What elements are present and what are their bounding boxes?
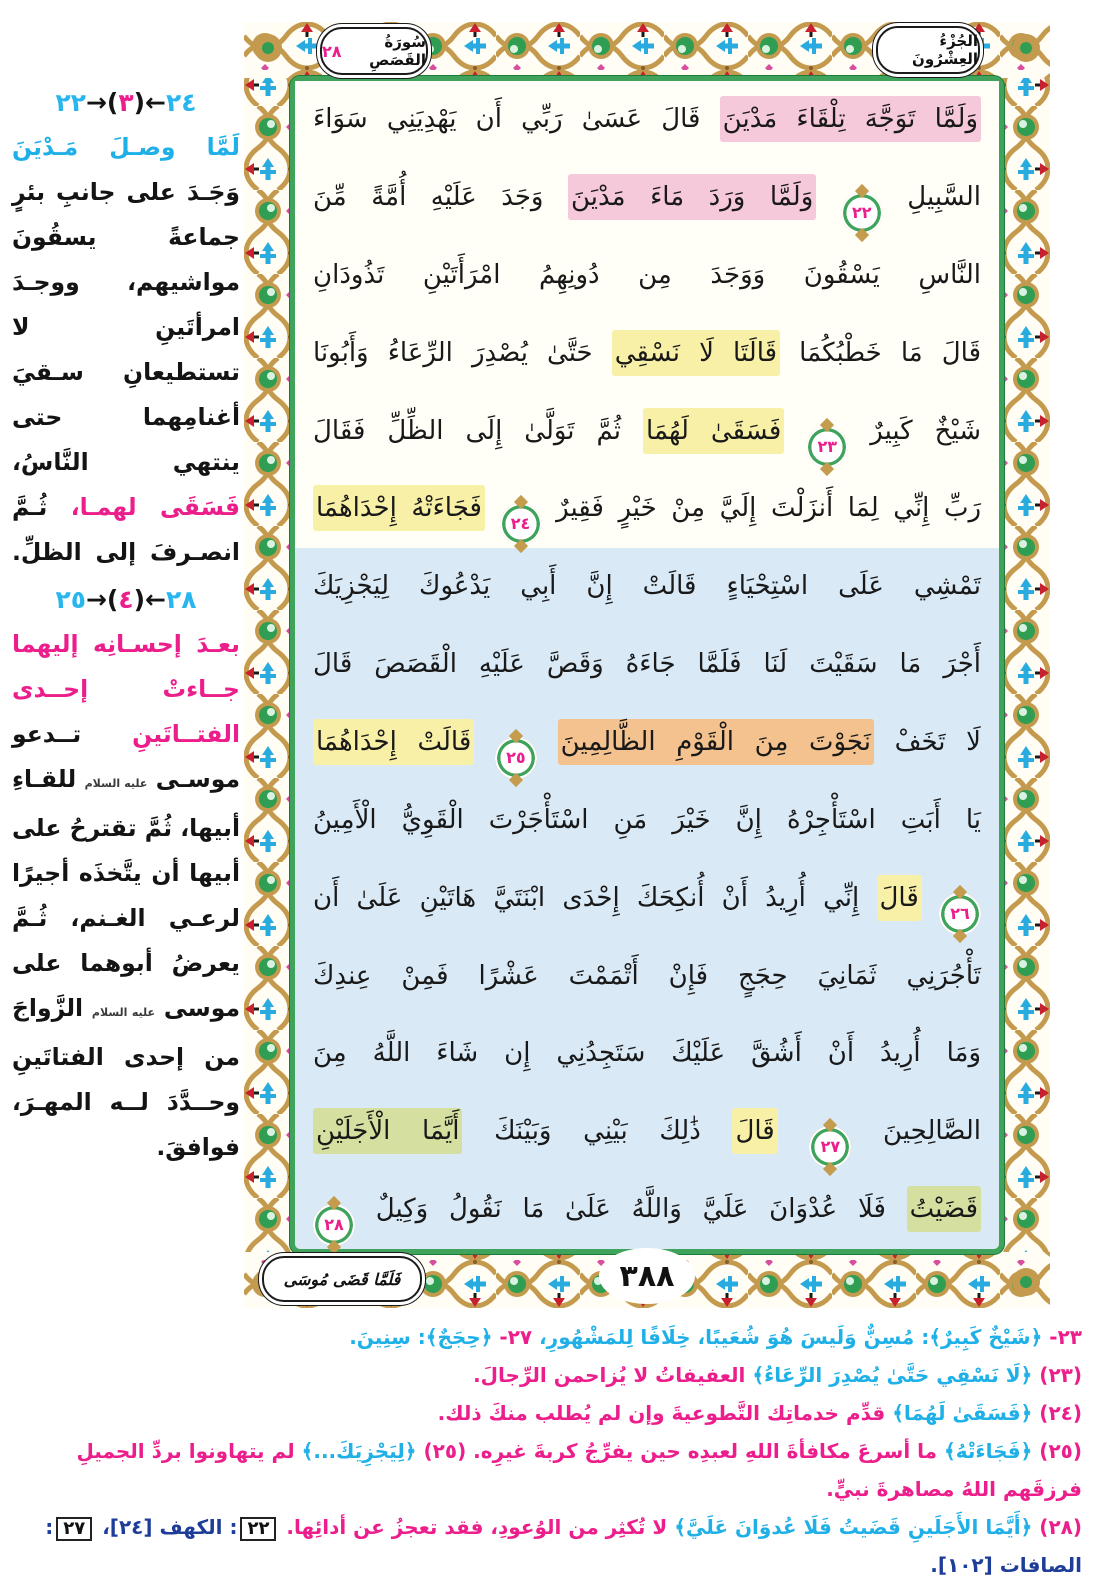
footnotes bbox=[16, 1318, 1082, 1584]
tafsir-text: ٢٤ bbox=[166, 88, 197, 117]
quran-quote: ﴿لِيَجْزِيَكَ...﴾ bbox=[294, 1439, 417, 1463]
verse-range-header bbox=[12, 585, 240, 614]
footnote-text: لم يتهاونوا بردِّ الجميلِ فرزقَهم اللهُ مصاهرةَ نبيٍّ. bbox=[76, 1439, 1082, 1501]
footnote-line-5 bbox=[16, 1508, 1082, 1584]
verse-text: شَيْخٌ كَبِيرٌ bbox=[870, 415, 982, 446]
tafsir-text: )→ bbox=[85, 88, 119, 117]
footnote-text: ٢٧- bbox=[492, 1325, 533, 1349]
verse-text: حَتَّىٰ يُصْدِرَ الرِّعَاءُ وَأَبُونَا bbox=[313, 337, 593, 368]
tafsir-text: لَمَّا وصـلَ مَـدْيَنَ bbox=[12, 133, 240, 161]
quran-quote: ﴿لَا نَسْقِي حَتَّىٰ يُصْدِرَ الرِّعَاءُ﴾ bbox=[745, 1363, 1033, 1387]
quran-quote: ﴿فَجَاءَتْهُ﴾ bbox=[937, 1439, 1033, 1463]
verse-text: وَمَا أُرِيدُ أَنْ أَشُقَّ عَلَيْكَ سَتَجِدُنِي إِن شَاءَ اللَّهُ مِنَ bbox=[313, 1038, 981, 1069]
catchword-cartouche bbox=[262, 1256, 422, 1302]
reference-box: ٢٢ bbox=[240, 1517, 276, 1541]
verses-section-white bbox=[295, 81, 999, 548]
verse-text: الصَّالِحِينَ bbox=[883, 1116, 981, 1147]
tafsir-text: الزَّواجَ من إحدى الفتاتَينِ وحــدَّدَ لــه المهـرَ، فوافقَ. bbox=[12, 994, 240, 1161]
quran-line-5 bbox=[295, 393, 999, 471]
verse-marker-٢٣: ٢٣ bbox=[806, 426, 848, 468]
highlighted-verse-text: فَسَقَىٰ لَهُمَا bbox=[643, 408, 784, 454]
tafsir-text: وَجَـدَ على جانبِ بئرٍ جماعةً يسقُونَ مواشيهم، ووجـدَ امرأتَينِ لا تستطيعانِ سـقيَ أغنامِهما حتى ينتهي النَّاسُ، bbox=[12, 178, 240, 476]
verse-text: رَبِّ إِنِّي لِمَا أَنزَلْتَ إِلَيَّ مِنْ خَيْرٍ فَقِيرٌ bbox=[556, 493, 981, 524]
quran-line-12 bbox=[295, 938, 999, 1016]
highlighted-verse-text: نَجَوْتَ مِنَ الْقَوْمِ الظَّالِمِينَ bbox=[558, 719, 874, 765]
highlighted-verse-text: قَالَ bbox=[732, 1108, 777, 1154]
footnote-text: لا تُكثِر من الوُعودِ، فقد تعجزُ عن أدائِها. bbox=[279, 1515, 668, 1539]
quran-line-15 bbox=[295, 1171, 999, 1249]
verse-text: تَمْشِي عَلَى اسْتِحْيَاءٍ قَالَتْ إِنَّ أَبِي يَدْعُوكَ لِيَجْزِيَكَ bbox=[313, 571, 981, 602]
verse-marker-٢٦: ٢٦ bbox=[939, 893, 981, 935]
tafsir-text: ←( bbox=[133, 88, 166, 117]
verse-marker-٢٤: ٢٤ bbox=[500, 503, 542, 545]
footnote-text: قدِّم خدماتِك التَّطوعيةَ وإن لم يُطلب منكَ ذلك. bbox=[437, 1401, 886, 1425]
highlighted-verse-text: وَلَمَّا تَوَجَّهَ تِلْقَاءَ مَدْيَنَ bbox=[720, 96, 981, 142]
verse-text: ذَٰلِكَ بَيْنِي وَبَيْنَكَ bbox=[494, 1116, 701, 1147]
tafsir-text: تــدعو موسـى bbox=[12, 720, 240, 793]
verse-marker-٢٧: ٢٧ bbox=[809, 1126, 851, 1168]
footnote-text: العفيفاتُ لا يُزاحمن الرِّجالَ. bbox=[473, 1363, 746, 1387]
footnote-text: (٢٣) bbox=[1032, 1363, 1082, 1387]
tafsir-text: بعـدَ إحسـانِه إليهما جــاءتْ إحــدى الفتــاتَينِ bbox=[12, 630, 240, 748]
quran-line-8 bbox=[295, 626, 999, 704]
verses-section-blue bbox=[295, 548, 999, 1249]
quran-frame bbox=[244, 22, 1050, 1308]
tafsir-text: )→ bbox=[85, 585, 119, 614]
quran-line-10 bbox=[295, 782, 999, 860]
verse-text: وَجَدَ عَلَيْهِ أُمَّةً مِّنَ bbox=[313, 181, 544, 212]
quran-line-9 bbox=[295, 704, 999, 782]
verse-text: لَا تَخَفْ bbox=[894, 726, 981, 757]
quran-quote: ﴿حِجَجٌ﴾: سِنِينَ. bbox=[349, 1325, 493, 1349]
quran-line-11 bbox=[295, 860, 999, 938]
footnote-text: : الكهف [٢٤]، bbox=[95, 1515, 238, 1539]
tafsir-text: للقـاءِ أبيها، ثُمَّ تقترحُ على أبيها أن يتَّخذَه أجيرًا لرعـي الغـنم، ثُـمَّ يعرضُ أبوهما على موسى bbox=[12, 765, 240, 1022]
quran-text-panel bbox=[290, 76, 1004, 1254]
surah-title-cartouche bbox=[320, 27, 428, 75]
tafsir-text: فَسَقَى لهمـا، bbox=[70, 493, 241, 521]
highlighted-verse-text: قَالَتْ إِحْدَاهُمَا bbox=[313, 719, 474, 765]
tafsir-text: ٢٢ bbox=[55, 88, 86, 117]
tafsir-text: ثُـمَّ انصـرفَ إلى الظلِّ. bbox=[12, 493, 240, 566]
footnote-text: ما أسرعَ مكافأةَ اللهِ لعبدِه حين يفرِّجُ كربةَ غيرِه. bbox=[466, 1439, 938, 1463]
tafsir-text: ٤ bbox=[118, 585, 134, 614]
footnote-text: ٢٣- bbox=[1042, 1325, 1082, 1349]
surah-number: ٢٨ bbox=[322, 41, 342, 61]
tafsir-paragraph bbox=[12, 622, 240, 1170]
surah-title: سُورَةُ القَصَصِ bbox=[369, 33, 426, 69]
quran-line-3 bbox=[295, 237, 999, 315]
tafsir-text: ٣ bbox=[118, 88, 134, 117]
verse-text: تَأْجُرَنِي ثَمَانِيَ حِجَجٍ فَإِنْ أَتْمَمْتَ عَشْرًا فَمِنْ عِندِكَ bbox=[313, 960, 981, 991]
verse-text: ثُمَّ تَوَلَّىٰ إِلَى الظِّلِّ فَقَالَ bbox=[313, 415, 622, 446]
quran-quote: ﴿شَيْخٌ كَبِيرٌ﴾: مُسِنٌّ وَلَيسَ هُوَ شُعَيبًا، خِلَافًا لِلمَشْهُورِ، bbox=[532, 1325, 1043, 1349]
juz-title: الجُزْءُ العِشْرُونَ bbox=[912, 32, 978, 68]
verse-text: يَا أَبَتِ اسْتَأْجِرْهُ إِنَّ خَيْرَ مَنِ اسْتَأْجَرْتَ الْقَوِيُّ الْأَمِينُ bbox=[313, 804, 981, 835]
highlighted-verse-text: قَالَتَا لَا نَسْقِي bbox=[612, 330, 780, 376]
verse-text: فَلَا عُدْوَانَ عَلَيَّ وَاللَّهُ عَلَىٰ مَا نَقُولُ وَكِيلٌ bbox=[375, 1194, 886, 1225]
highlighted-verse-text: فَجَاءَتْهُ إِحْدَاهُمَا bbox=[313, 485, 485, 531]
verse-text: إِنِّي أُرِيدُ أَنْ أُنكِحَكَ إِحْدَى ابْنَتَيَّ هَاتَيْنِ عَلَىٰ أَن bbox=[313, 882, 860, 913]
footnote-text: (٢٥) bbox=[1032, 1439, 1082, 1463]
tafsir-text: ←( bbox=[133, 585, 166, 614]
quran-line-14 bbox=[295, 1093, 999, 1171]
footnote-text: (٢٨) bbox=[1032, 1515, 1082, 1539]
highlighted-verse-text: قَضَيْتُ bbox=[907, 1186, 981, 1232]
tafsir-text: ٢٥ bbox=[55, 585, 86, 614]
honorific: عليه السلام bbox=[91, 1006, 156, 1019]
page-number: ٣٨٨ bbox=[599, 1248, 695, 1304]
footnote-text: (٢٥) bbox=[416, 1439, 467, 1463]
quran-line-6 bbox=[295, 470, 999, 548]
quran-line-7 bbox=[295, 548, 999, 626]
quran-quote: ﴿فَسَقَىٰ لَهُمَا﴾ bbox=[885, 1401, 1033, 1425]
catchword: فَلَمَّا قَضَى مُوسَى bbox=[283, 1269, 401, 1289]
highlighted-verse-text: وَلَمَّا وَرَدَ مَاءَ مَدْيَنَ bbox=[568, 174, 816, 220]
quran-line-1 bbox=[295, 81, 999, 159]
footnote-text: : الصافات [١٠٢]. bbox=[45, 1515, 1082, 1577]
quran-line-13 bbox=[295, 1015, 999, 1093]
footnote-line-4 bbox=[16, 1432, 1082, 1508]
reference-box: ٢٧ bbox=[56, 1517, 92, 1541]
verse-text: النَّاسِ يَسْقُونَ وَوَجَدَ مِن دُونِهِمُ امْرَأَتَيْنِ تَذُودَانِ bbox=[313, 259, 981, 290]
juz-title-cartouche bbox=[876, 26, 980, 74]
verse-text: السَّبِيلِ bbox=[907, 181, 982, 212]
tafsir-text: ٢٨ bbox=[166, 585, 197, 614]
tafsir-paragraph bbox=[12, 125, 240, 575]
quran-line-2 bbox=[295, 159, 999, 237]
verse-marker-٢٨: ٢٨ bbox=[313, 1204, 355, 1246]
quran-quote: ﴿أَيَّمَا الأَجَلَينِ قَضَيتُ فَلَا عُدوَانَ عَلَيَّ﴾ bbox=[667, 1515, 1033, 1539]
honorific: عليه السلام bbox=[84, 777, 148, 790]
verse-marker-٢٥: ٢٥ bbox=[495, 737, 537, 779]
verse-marker-٢٢: ٢٢ bbox=[841, 192, 883, 234]
footnote-text: (٢٤) bbox=[1032, 1401, 1082, 1425]
verse-range-header bbox=[12, 88, 240, 117]
highlighted-verse-text: قَالَ bbox=[877, 875, 922, 921]
footnote-line-2 bbox=[16, 1356, 1082, 1394]
verse-text: قَالَ مَا خَطْبُكُمَا bbox=[799, 337, 982, 368]
tafsir-sidebar bbox=[12, 86, 240, 1180]
highlighted-verse-text: أَيَّمَا الْأَجَلَيْنِ bbox=[313, 1108, 462, 1154]
footnote-line-1 bbox=[16, 1318, 1082, 1356]
quran-line-4 bbox=[295, 315, 999, 393]
footnote-line-3 bbox=[16, 1394, 1082, 1432]
verse-text: قَالَ عَسَىٰ رَبِّي أَن يَهْدِيَنِي سَوَاءَ bbox=[313, 104, 701, 134]
verse-text: أَجْرَ مَا سَقَيْتَ لَنَا فَلَمَّا جَاءَهُ وَقَصَّ عَلَيْهِ الْقَصَصَ قَالَ bbox=[313, 649, 981, 680]
